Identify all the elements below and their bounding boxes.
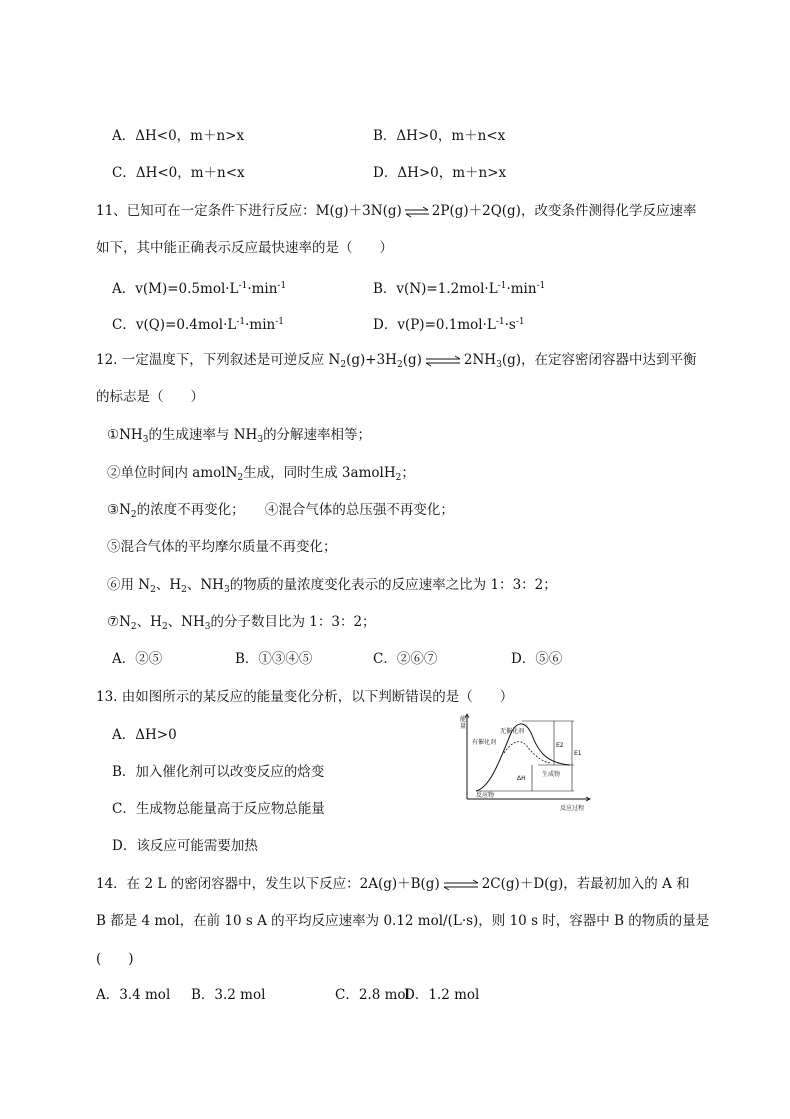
q14-option-c: C．2.8 mol xyxy=(335,987,410,1003)
catalyst-label: 有催化剂 xyxy=(472,739,497,746)
q10-option-b: B．ΔH>0，m＋n<x xyxy=(373,128,506,144)
q11-option-d-exp2: -1 xyxy=(515,317,525,327)
q11-option-c-text: C．v(Q)=0.4mol·L xyxy=(112,317,237,333)
q13-option-b: B．加入催化剂可以改变反应的焓变 xyxy=(112,764,325,780)
y-axis-label-top: 能 xyxy=(460,716,467,723)
q11-option-c-unit: ·min xyxy=(245,317,276,333)
q12-s7-sub2: 2 xyxy=(161,622,168,632)
q13-stem: 13. 由如图所示的某反应的能量变化分析，以下判断错误的是（ ） xyxy=(96,689,514,705)
q11-option-d-exp1: -1 xyxy=(495,317,505,327)
q12-option-a: A．②⑤ xyxy=(112,651,163,667)
q11-stem-line2: 如下，其中能正确表示反应最快速率的是（ ） xyxy=(96,240,393,256)
q12-statement-5: ⑤混合气体的平均摩尔质量不再变化； xyxy=(107,539,337,555)
q12-stem-text-c: (g) xyxy=(402,352,422,368)
y-axis-label-bottom: 量 xyxy=(460,723,467,730)
q13-option-a: A．ΔH>0 xyxy=(112,727,177,743)
q13-option-d: D．该反应可能需要加热 xyxy=(112,838,258,854)
equilibrium-arrow-icon xyxy=(404,207,430,217)
q14-stem-line3: ( ) xyxy=(96,951,134,967)
q14-stem-text-b: 2C(g)＋D(g)，若最初加入的 A 和 xyxy=(481,876,690,892)
q11-stem-text-a: 11、已知可在一定条件下进行反应：M(g)＋3N(g) xyxy=(96,203,402,219)
q12-s7-d: 的分子数目比为 1：3：2； xyxy=(210,614,376,630)
q11-option-d xyxy=(373,313,525,334)
q12-s2-a: ②单位时间内 amolN xyxy=(107,465,238,481)
q12-s3-b: 的浓度不再变化； ④混合气体的总压强不再变化； xyxy=(136,502,454,518)
q12-s6-sub2: 2 xyxy=(181,585,187,595)
q12-s6-d: 的物质的量浓度变化表示的反应速率之比为 1：3：2； xyxy=(229,577,557,593)
q12-s7-b: 、H xyxy=(136,614,162,630)
q11-option-c xyxy=(112,313,284,334)
q12-sub-n2: 2 xyxy=(340,360,347,370)
q11-stem-line1 xyxy=(96,202,696,220)
q12-s1-c: 的分解速率相等； xyxy=(263,427,372,443)
q14-option-a: A．3.4 mol xyxy=(96,987,171,1003)
q11-stem-text-b: 2P(g)＋2Q(g)，改变条件测得化学反应速率 xyxy=(431,203,697,219)
q11-option-c-exp1: -1 xyxy=(236,317,246,327)
q12-sub-nh3: 3 xyxy=(496,360,502,370)
no-catalyst-label: 无催化剂 xyxy=(500,728,525,735)
q14-stem-line2: B 都是 4 mol，在前 10 s A 的平均反应速率为 0.12 mol/(L·s)，则 10 s 时，容器中 B 的物质的量是 xyxy=(96,913,710,929)
q12-s6-c: 、NH xyxy=(186,577,224,593)
q12-s2-sub1: 2 xyxy=(237,473,244,483)
q11-option-a xyxy=(112,277,286,298)
q12-s7-sub1: 2 xyxy=(130,622,137,632)
q14-option-b: B．3.2 mol xyxy=(191,987,266,1003)
q14-stem-text-a: 14．在 2 L 的密闭容器中，发生以下反应：2A(g)＋B(g) xyxy=(96,876,440,892)
q12-s6-sub3: 3 xyxy=(223,585,230,595)
q11-option-b xyxy=(373,277,545,298)
q12-sub-h2: 2 xyxy=(396,360,403,370)
q11-option-a-exp1: -1 xyxy=(238,281,248,291)
q12-s1-sub2: 3 xyxy=(257,435,264,445)
product-label: 生成物 xyxy=(542,771,561,778)
q12-s6-a: ⑥用 N xyxy=(107,577,151,593)
q11-option-c-exp2: -1 xyxy=(275,317,285,327)
e1-label: E1 xyxy=(574,750,582,757)
q12-s6-sub1: 2 xyxy=(150,585,156,595)
equilibrium-arrow-icon xyxy=(424,356,462,366)
q12-statement-2 xyxy=(107,464,415,487)
energy-diagram xyxy=(462,713,594,813)
q12-stem-text-b: (g)+3H xyxy=(346,352,397,368)
q12-statement-3-4 xyxy=(107,501,454,524)
q12-option-c: C．②⑥⑦ xyxy=(373,651,438,667)
q11-option-a-text: A．v(M)=0.5mol·L xyxy=(112,281,239,297)
q14-stem-line1 xyxy=(96,875,690,893)
q13-option-c: C．生成物总能量高于反应物总能量 xyxy=(112,801,325,817)
q12-s2-sub2: 2 xyxy=(395,473,402,483)
q12-statement-6 xyxy=(107,576,557,599)
q12-s1-sub1: 3 xyxy=(142,435,149,445)
q11-option-d-text: D．v(P)=0.1mol·L xyxy=(373,317,496,333)
q11-option-b-unit: ·min xyxy=(506,281,537,297)
q12-statement-1 xyxy=(107,426,371,449)
q12-s1-b: 的生成速率与 NH xyxy=(148,427,258,443)
q12-stem-text-a: 12. 一定温度下，下列叙述是可逆反应 N xyxy=(96,352,341,368)
q12-s7-a: ⑦N xyxy=(107,614,131,630)
q12-option-d: D．⑤⑥ xyxy=(511,651,563,667)
q11-option-a-exp2: -1 xyxy=(277,281,287,291)
q10-option-c: C．ΔH<0，m＋n<x xyxy=(112,165,245,181)
q12-s3-a: ③N xyxy=(107,502,131,518)
q12-s7-sub3: 3 xyxy=(204,622,211,632)
q11-option-d-unit: ·s xyxy=(504,317,516,333)
e2-label: E2 xyxy=(556,742,564,749)
dh-label: ΔH xyxy=(517,775,526,782)
reactant-label: 反应物 xyxy=(476,792,495,799)
q12-s2-b: 生成，同时生成 3amolH xyxy=(243,465,396,481)
equilibrium-arrow-icon xyxy=(442,880,480,890)
q10-option-d: D．ΔH>0，m＋n>x xyxy=(373,165,507,181)
q12-stem-text-d: 2NH xyxy=(463,352,497,368)
q12-stem-line2: 的标志是（ ） xyxy=(96,389,204,405)
q12-s3-sub: 2 xyxy=(130,510,137,520)
q12-stem-line1 xyxy=(96,351,697,374)
q10-option-a: A．ΔH<0，m＋n>x xyxy=(112,128,245,144)
q12-statement-7 xyxy=(107,613,376,636)
q14-option-d: D．1.2 mol xyxy=(404,987,480,1003)
q12-option-b: B．①③④⑤ xyxy=(235,651,313,667)
q12-s6-b: 、H xyxy=(155,577,182,593)
q12-s2-c: ； xyxy=(401,465,415,481)
q11-option-b-text: B．v(N)=1.2mol·L xyxy=(373,281,498,297)
x-axis-label: 反应过程 xyxy=(560,805,585,812)
q12-s1-a: ①NH xyxy=(107,427,143,443)
q11-option-a-unit: ·min xyxy=(247,281,278,297)
q12-stem-text-e: (g)，在定容密闭容器中达到平衡 xyxy=(501,352,697,368)
q11-option-b-exp2: -1 xyxy=(536,281,546,291)
q11-option-b-exp1: -1 xyxy=(497,281,507,291)
catalyst-curve xyxy=(504,742,550,763)
q12-s7-c: 、NH xyxy=(167,614,205,630)
